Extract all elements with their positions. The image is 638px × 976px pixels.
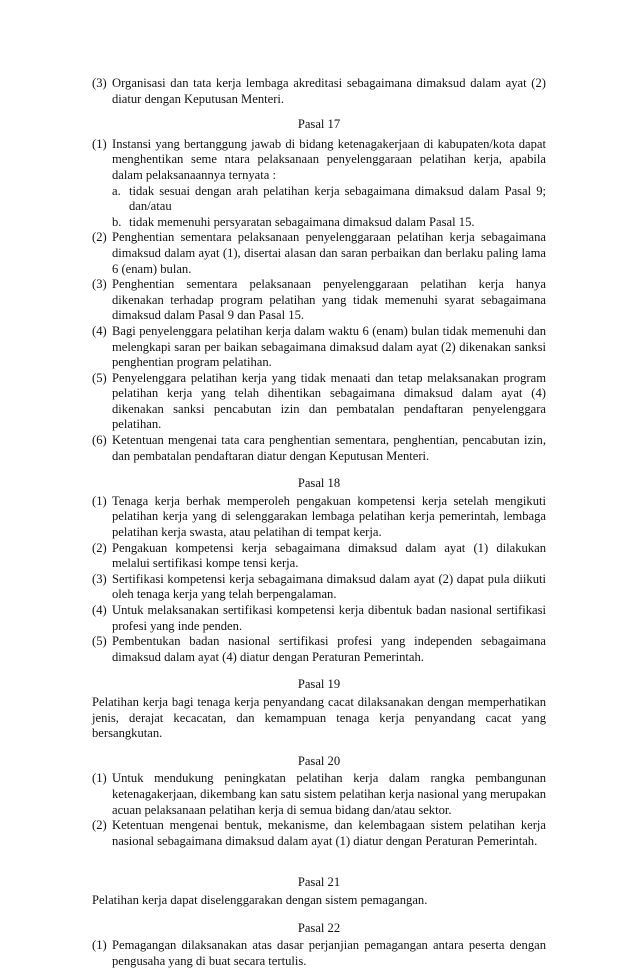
subclause [112,184,546,215]
article-heading: Pasal 22 [297,920,341,935]
subclause-text: tidak memenuhi persyaratan sebagaimana dimaksud dalam Pasal 15. [129,214,475,229]
clause-number: (2) [92,230,107,245]
clause [92,324,546,371]
clause-text: Pembentukan badan nasional sertifikasi profesi yang independen sebagaimana dimaksud dalam ayat (4) diatur dengan Peraturan Pemerintah. [112,634,546,664]
clause-text: Sertifikasi kompetensi kerja sebagaimana dimaksud dalam ayat (2) dapat pula diikuti oleh tenaga kerja yang telah berpengalaman. [112,571,546,602]
article-heading: Pasal 19 [297,677,341,692]
clause-text: Instansi yang bertanggung jawab di bidang ketenagakerjaan di kabupaten/kota dapat menghentikan seme ntara pelaksanaan penyelenggaraan pelatihan kerja, apabila dalam pelaksanaannya ternyata : [112,136,546,182]
clause-text: Pemagangan dilaksanakan atas dasar perjanjian pemagangan antara peserta dengan pengusaha yang di buat secara tertulis. [112,938,546,968]
clause [92,76,546,107]
subclause-letter: a. [112,183,121,198]
clause-text: Untuk melaksanakan sertifikasi kompetensi kerja dibentuk badan nasional sertifikasi profesi yang inde penden. [112,603,546,633]
document-page [92,76,546,969]
subclause-letter: b. [112,214,122,229]
clause [92,603,546,634]
clause-text: Penyelenggara pelatihan kerja yang tidak menaati dan tetap melaksanakan program pelatihan kerja yang telah dihentikan sebagaimana dimaksud dalam ayat (4) dikenakan sanksi pencabutan izin dan pembatalan pendaftaran penyelenggara pelatihan. [112,370,546,432]
clause-number: (1) [92,136,107,151]
clause-text: Ketentuan mengenai bentuk, mekanisme, dan kelembagaan sistem pelatihan kerja nasional sebagaimana dimaksud dalam ayat (1) diatur dengan Peraturan Pemerintah. [112,818,546,848]
clause-text: Pengakuan kompetensi kerja sebagaimana dimaksud dalam ayat (1) dilakukan melalui sertifikasi kompe tensi kerja. [112,540,546,571]
clause-number: (5) [92,634,107,649]
clause [92,771,546,818]
subclause [112,215,546,231]
clause-text: Tenaga kerja berhak memperoleh pengakuan kompetensi kerja setelah mengikuti pelatihan kerja yang di selenggarakan lembaga pelatihan kerja pemerintah, lembaga pelatihan kerja swasta, atau pelatihan di tempat kerja. [112,493,546,540]
clause [92,137,546,184]
article-heading: Pasal 18 [297,476,341,491]
clause [92,433,546,464]
clause [92,494,546,541]
clause-text: Penghentian sementara pelaksanaan penyelenggaraan pelatihan kerja hanya dikenakan terhadap program pelatihan yang tidak memenuhi syarat sebagaimana dimaksud dalam Pasal 9 dan Pasal 15. [112,277,546,323]
article-paragraph: Pelatihan kerja dapat diselenggarakan dengan sistem pemagangan. [92,892,428,907]
clause-number: (3) [92,76,107,90]
clause-number: (3) [92,277,107,292]
clause [92,818,546,849]
clause-number: (4) [92,323,107,338]
clause [92,277,546,324]
clause-number: (3) [92,571,107,586]
article-heading: Pasal 20 [297,753,341,768]
clause [92,634,546,665]
article-paragraph: Pelatihan kerja bagi tenaga kerja penyandang cacat dilaksanakan dengan memperhatikan jenis, derajat kecacatan, dan kemampuan tenaga kerja penyandang cacat yang bersangkutan. [92,694,546,741]
clause-number: (1) [92,493,107,508]
clause [92,938,546,969]
clause-number: (1) [92,938,107,953]
clause-text: Penghentian sementara pelaksanaan penyelenggaraan pelatihan kerja sebagaimana dimaksud dalam ayat (1), disertai alasan dan saran perbaikan dan berlaku paling lama 6 (enam) bulan. [112,230,546,276]
clause-number: (4) [92,603,107,617]
clause-text: Untuk mendukung peningkatan pelatihan kerja dalam rangka pembangunan ketenagakerjaan, dikembang kan satu sistem pelatihan kerja nasional yang merupakan acuan pelaksanaan pelatihan kerja di semua bidang dan/atau sektor. [112,771,546,817]
clause [92,541,546,572]
clause-text: Ketentuan mengenai tata cara penghentian sementara, penghentian, pencabutan izin, dan pembatalan pendaftaran diatur dengan Keputusan Menteri. [112,433,546,463]
clause [92,572,546,603]
clause-number: (6) [92,433,107,448]
article-heading: Pasal 21 [297,875,341,890]
article-heading: Pasal 17 [297,117,341,132]
clause [92,230,546,277]
clause-number: (2) [92,818,107,833]
clause-text: Bagi penyelenggara pelatihan kerja dalam waktu 6 (enam) bulan tidak memenuhi dan melengkapi saran per baikan sebagaimana dimaksud dalam ayat (2) dikenakan sanksi penghentian program pelatihan. [112,323,546,370]
clause-number: (5) [92,370,107,385]
clause-text: Organisasi dan tata kerja lembaga akreditasi sebagaimana dimaksud dalam ayat (2) diatur dengan Keputusan Menteri. [112,76,546,106]
clause-number: (1) [92,771,107,786]
clause-number: (2) [92,540,107,555]
subclause-text: tidak sesuai dengan arah pelatihan kerja sebagaimana dimaksud dalam Pasal 9; dan/atau [129,183,546,214]
clause [92,371,546,433]
